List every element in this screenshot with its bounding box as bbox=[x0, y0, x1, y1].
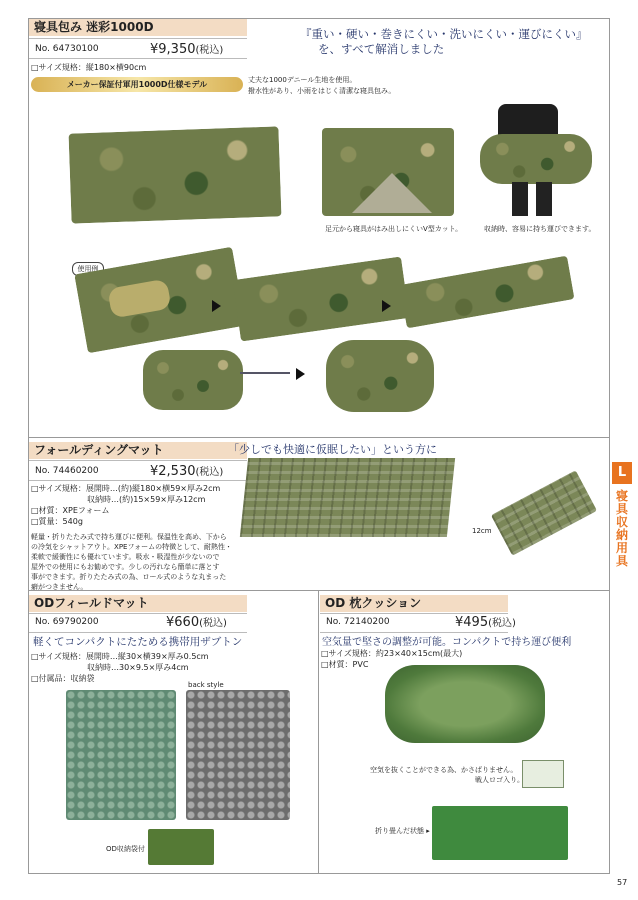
sleeping-bag-foot-photo bbox=[322, 128, 454, 216]
arrow-right-icon bbox=[296, 368, 305, 380]
folding-mat-catch: 「少しでも快適に仮眠したい」という方に bbox=[228, 443, 437, 456]
folding-mat-folded-photo bbox=[496, 470, 596, 550]
folding-mat-dim-label: 12cm bbox=[472, 527, 492, 535]
field-mat-catch: 軽くてコンパクトにたためる携帯用ザブトン bbox=[33, 636, 243, 648]
cushion-logo-photo bbox=[522, 760, 564, 788]
sleeping-bag-number: No. 64730100 bbox=[35, 44, 99, 54]
sleeping-bag-flat-photo bbox=[68, 126, 281, 223]
cushion-caption-3: 折り畳んだ状態 ▸ bbox=[375, 827, 430, 835]
field-mat-front-photo bbox=[66, 690, 176, 820]
sleeping-bag-catch-2: を、すべて解消しました bbox=[318, 42, 445, 56]
cushion-number: No. 72140200 bbox=[326, 617, 390, 627]
folding-mat-spec-2: 収納時…(約)15×59×厚み12cm bbox=[31, 495, 206, 504]
arrow-right-icon bbox=[212, 300, 221, 312]
folding-mat-flat-photo bbox=[240, 458, 455, 537]
folding-mat-description: 軽量・折りたたみ式で持ち運びに便利。保温性を高め、下から の冷気をシャットアウト。XPEフォームの特徴として、耐熱性・ 柔軟で緩衝性にも優れています。吸水・吸湿性が少ないので 屋外での使用にもお勧めです。少しの汚れなら簡単に落とす 事ができます。折りたたみ式の為、ロール式のような丸まった 癖がつきません。 bbox=[31, 533, 232, 591]
sleeping-bag-title: 寝具包み 迷彩1000D bbox=[29, 19, 247, 36]
caption-carry: 収納時、容易に持ち運びできます。 bbox=[484, 225, 596, 233]
cushion-caption-2: 戦人ロゴ入り。 bbox=[475, 776, 524, 784]
cushion-catch: 空気量で堅さの調整が可能。コンパクトで持ち運び便利 bbox=[322, 637, 572, 648]
folding-mat-price: ¥2,530(税込) bbox=[150, 464, 224, 479]
usage-photo-5 bbox=[326, 340, 434, 412]
carrying-photo bbox=[480, 104, 598, 216]
field-mat-bag-label: OD収納袋付 bbox=[106, 845, 145, 853]
sleeping-bag-price: ¥9,350(税込) bbox=[150, 42, 224, 57]
chapter-tab: L bbox=[612, 462, 632, 484]
cushion-caption-1: 空気を抜くことができる為、かさばりません。 bbox=[370, 766, 518, 774]
strap bbox=[240, 372, 290, 374]
cushion-spec-2: □材質：PVC bbox=[321, 660, 369, 669]
field-mat-spec-2: 収納時…30×9.5×厚み4cm bbox=[31, 663, 189, 672]
chapter-side-label: 寝具収納用具 bbox=[615, 489, 628, 568]
field-mat-back-label: back style bbox=[188, 681, 224, 689]
field-mat-number: No. 69790200 bbox=[35, 617, 99, 627]
cushion-photo bbox=[385, 665, 545, 743]
folding-mat-spec-3: □材質：XPEフォーム bbox=[31, 506, 110, 515]
sleeping-bag-desc-1: 丈夫な1000デニール生地を使用。 bbox=[248, 76, 357, 84]
field-mat-back-photo bbox=[186, 690, 290, 820]
cushion-price: ¥495(税込) bbox=[455, 615, 516, 630]
cushion-folded-photo bbox=[432, 806, 568, 860]
sleeping-bag-catch-1: 『重い・硬い・巻きにくい・洗いにくい・運びにくい』 bbox=[300, 27, 588, 41]
cushion-title: OD 枕クッション bbox=[320, 595, 508, 612]
field-mat-spec-1: □サイズ規格：展開時…縦30×横39×厚み0.5cm bbox=[31, 652, 209, 661]
sleeping-bag-desc-2: 撥水性があり、小雨をはじく清潔な寝具包み。 bbox=[248, 87, 396, 95]
field-mat-spec-3: □付属品：収納袋 bbox=[31, 674, 95, 683]
usage-label: 使用例 bbox=[72, 262, 104, 276]
folding-mat-title: フォールディングマット bbox=[29, 442, 247, 459]
folding-mat-spec-4: □質量：540g bbox=[31, 517, 83, 526]
field-mat-bag-photo bbox=[148, 829, 214, 865]
caption-v-cut: 足元から寝具がはみ出しにくいV型カット。 bbox=[325, 225, 463, 233]
warranty-banner: メーカー保証付軍用1000D仕様モデル bbox=[31, 77, 243, 92]
page-number: 57 bbox=[617, 878, 628, 887]
sleeping-bag-spec: □サイズ規格：縦180×横90cm bbox=[31, 63, 147, 72]
usage-photo-4 bbox=[143, 350, 243, 410]
field-mat-price: ¥660(税込) bbox=[166, 615, 227, 630]
cushion-spec-1: □サイズ規格：約23×40×15cm(最大) bbox=[321, 649, 463, 658]
folding-mat-spec-1: □サイズ規格：展開時…(約)縦180×横59×厚み2cm bbox=[31, 484, 221, 493]
folding-mat-number: No. 74460200 bbox=[35, 466, 99, 476]
field-mat-title: ODフィールドマット bbox=[29, 595, 247, 612]
arrow-right-icon bbox=[382, 300, 391, 312]
